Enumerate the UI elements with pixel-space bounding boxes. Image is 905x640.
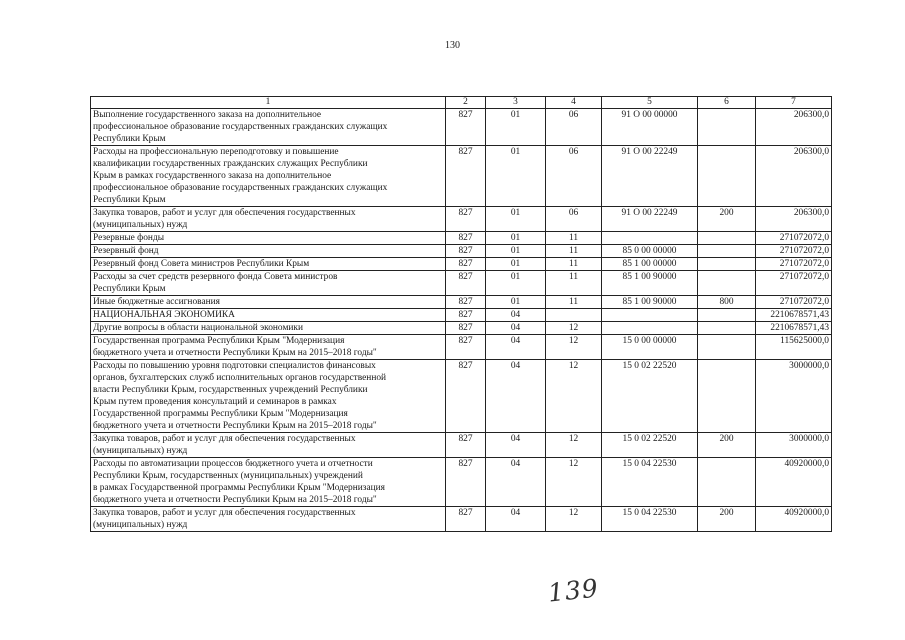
row-target-article-cell: 85 0 00 00000	[602, 245, 698, 258]
row-expense-type-cell: 200	[698, 507, 756, 532]
table-row	[91, 507, 832, 532]
budget-table	[90, 96, 832, 532]
row-section-cell: 04	[486, 507, 546, 532]
row-name-cell: Другие вопросы в области национальной экономики	[91, 322, 446, 335]
table-row	[91, 322, 832, 335]
row-subsection-cell: 11	[546, 296, 602, 309]
row-section-cell: 01	[486, 296, 546, 309]
row-target-article-cell: 91 О 00 22249	[602, 146, 698, 207]
row-target-article-cell: 15 0 02 22520	[602, 360, 698, 433]
row-section-cell: 04	[486, 458, 546, 507]
row-name-cell: Расходы по повышению уровня подготовки специалистов финансовых органов, бухгалтерских служб исполнительных органов государственной власти Республики Крым, государственных учреждений Республики Крым путем проведения консультаций и семинаров в рамках Государственной программы Республики Крым "Модернизация бюджетного учета и отчетности Республики Крым на 2015–2018 годы"	[91, 360, 446, 433]
row-name-cell: Резервные фонды	[91, 232, 446, 245]
row-amount-cell: 2210678571,43	[756, 322, 832, 335]
row-name-cell: Закупка товаров, работ и услуг для обеспечения государственных (муниципальных) нужд	[91, 507, 446, 532]
row-target-article-cell: 15 0 02 22520	[602, 433, 698, 458]
table-body	[91, 109, 832, 532]
row-admin-code-cell: 827	[446, 245, 486, 258]
row-admin-code-cell: 827	[446, 296, 486, 309]
row-target-article-cell: 91 О 00 22249	[602, 207, 698, 232]
row-section-cell: 01	[486, 207, 546, 232]
row-subsection-cell: 06	[546, 146, 602, 207]
row-admin-code-cell: 827	[446, 360, 486, 433]
page-number: 130	[445, 40, 460, 51]
row-target-article-cell: 85 1 00 90000	[602, 271, 698, 296]
row-admin-code-cell: 827	[446, 309, 486, 322]
row-admin-code-cell: 827	[446, 335, 486, 360]
row-section-cell: 01	[486, 146, 546, 207]
row-subsection-cell: 12	[546, 458, 602, 507]
row-section-cell: 01	[486, 258, 546, 271]
row-expense-type-cell: 200	[698, 207, 756, 232]
row-subsection-cell: 12	[546, 322, 602, 335]
row-name-cell: Расходы по автоматизации процессов бюджетного учета и отчетности Республики Крым, государственных (муниципальных) учреждений в рамках Государственной программы Республики Крым "Модернизация бюджетного учета и отчетности Республики Крым на 2015–2018 годы"	[91, 458, 446, 507]
row-amount-cell: 271072072,0	[756, 258, 832, 271]
header-col-1: 1	[91, 97, 446, 109]
row-admin-code-cell: 827	[446, 258, 486, 271]
row-subsection-cell: 12	[546, 360, 602, 433]
row-subsection-cell: 11	[546, 258, 602, 271]
table-row	[91, 271, 832, 296]
row-subsection-cell: 12	[546, 507, 602, 532]
row-section-cell: 04	[486, 335, 546, 360]
header-row	[91, 97, 832, 109]
row-target-article-cell: 91 О 00 00000	[602, 109, 698, 146]
row-expense-type-cell	[698, 109, 756, 146]
row-admin-code-cell: 827	[446, 271, 486, 296]
row-expense-type-cell	[698, 458, 756, 507]
header-col-5: 5	[602, 97, 698, 109]
row-section-cell: 04	[486, 360, 546, 433]
row-admin-code-cell: 827	[446, 507, 486, 532]
table-row	[91, 232, 832, 245]
row-amount-cell: 206300,0	[756, 109, 832, 146]
row-amount-cell: 271072072,0	[756, 232, 832, 245]
row-expense-type-cell	[698, 271, 756, 296]
header-col-3: 3	[486, 97, 546, 109]
row-amount-cell: 206300,0	[756, 146, 832, 207]
table-row	[91, 245, 832, 258]
row-subsection-cell: 12	[546, 433, 602, 458]
row-name-cell: НАЦИОНАЛЬНАЯ ЭКОНОМИКА	[91, 309, 446, 322]
row-amount-cell: 115625000,0	[756, 335, 832, 360]
row-subsection-cell: 06	[546, 109, 602, 146]
row-admin-code-cell: 827	[446, 109, 486, 146]
row-name-cell: Выполнение государственного заказа на дополнительное профессиональное образование государственных гражданских служащих Республики Крым	[91, 109, 446, 146]
row-expense-type-cell	[698, 232, 756, 245]
table-row	[91, 309, 832, 322]
row-subsection-cell: 06	[546, 207, 602, 232]
row-expense-type-cell	[698, 146, 756, 207]
table-row	[91, 296, 832, 309]
row-target-article-cell: 85 1 00 00000	[602, 258, 698, 271]
row-amount-cell: 271072072,0	[756, 271, 832, 296]
row-subsection-cell: 11	[546, 232, 602, 245]
row-section-cell: 01	[486, 109, 546, 146]
row-amount-cell: 40920000,0	[756, 507, 832, 532]
row-amount-cell: 271072072,0	[756, 296, 832, 309]
header-col-4: 4	[546, 97, 602, 109]
row-admin-code-cell: 827	[446, 458, 486, 507]
row-expense-type-cell	[698, 258, 756, 271]
row-amount-cell: 271072072,0	[756, 245, 832, 258]
header-col-7: 7	[756, 97, 832, 109]
row-name-cell: Резервный фонд Совета министров Республики Крым	[91, 258, 446, 271]
row-expense-type-cell	[698, 360, 756, 433]
row-name-cell: Резервный фонд	[91, 245, 446, 258]
row-name-cell: Закупка товаров, работ и услуг для обеспечения государственных (муниципальных) нужд	[91, 433, 446, 458]
row-section-cell: 04	[486, 322, 546, 335]
row-amount-cell: 2210678571,43	[756, 309, 832, 322]
row-target-article-cell: 15 0 04 22530	[602, 507, 698, 532]
row-name-cell: Закупка товаров, работ и услуг для обеспечения государственных (муниципальных) нужд	[91, 207, 446, 232]
table-row	[91, 360, 832, 433]
row-target-article-cell	[602, 232, 698, 245]
table-row	[91, 146, 832, 207]
row-subsection-cell: 11	[546, 271, 602, 296]
row-target-article-cell	[602, 322, 698, 335]
row-target-article-cell: 85 1 00 90000	[602, 296, 698, 309]
table-row	[91, 109, 832, 146]
row-name-cell: Расходы на профессиональную переподготовку и повышение квалификации государственных гражданских служащих Республики Крым в рамках государственного заказа на дополнительное профессиональное образование государственных гражданских служащих Республики Крым	[91, 146, 446, 207]
row-expense-type-cell	[698, 245, 756, 258]
row-admin-code-cell: 827	[446, 207, 486, 232]
row-section-cell: 04	[486, 433, 546, 458]
row-amount-cell: 40920000,0	[756, 458, 832, 507]
header-col-2: 2	[446, 97, 486, 109]
table-row	[91, 207, 832, 232]
row-target-article-cell: 15 0 04 22530	[602, 458, 698, 507]
row-section-cell: 04	[486, 309, 546, 322]
row-subsection-cell	[546, 309, 602, 322]
table-row	[91, 258, 832, 271]
row-subsection-cell: 11	[546, 245, 602, 258]
row-name-cell: Расходы за счет средств резервного фонда Совета министров Республики Крым	[91, 271, 446, 296]
row-expense-type-cell: 800	[698, 296, 756, 309]
row-name-cell: Государственная программа Республики Крым "Модернизация бюджетного учета и отчетности Республики Крым на 2015–2018 годы"	[91, 335, 446, 360]
row-section-cell: 01	[486, 271, 546, 296]
row-target-article-cell	[602, 309, 698, 322]
row-admin-code-cell: 827	[446, 433, 486, 458]
row-target-article-cell: 15 0 00 00000	[602, 335, 698, 360]
row-section-cell: 01	[486, 232, 546, 245]
row-admin-code-cell: 827	[446, 232, 486, 245]
row-admin-code-cell: 827	[446, 322, 486, 335]
table-row	[91, 335, 832, 360]
row-name-cell: Иные бюджетные ассигнования	[91, 296, 446, 309]
row-subsection-cell: 12	[546, 335, 602, 360]
handwritten-page-number: 139	[546, 573, 601, 608]
row-amount-cell: 3000000,0	[756, 360, 832, 433]
table-row	[91, 433, 832, 458]
row-expense-type-cell	[698, 309, 756, 322]
table-row	[91, 458, 832, 507]
row-expense-type-cell	[698, 335, 756, 360]
row-expense-type-cell	[698, 322, 756, 335]
row-expense-type-cell: 200	[698, 433, 756, 458]
row-amount-cell: 206300,0	[756, 207, 832, 232]
row-admin-code-cell: 827	[446, 146, 486, 207]
row-section-cell: 01	[486, 245, 546, 258]
row-amount-cell: 3000000,0	[756, 433, 832, 458]
header-col-6: 6	[698, 97, 756, 109]
